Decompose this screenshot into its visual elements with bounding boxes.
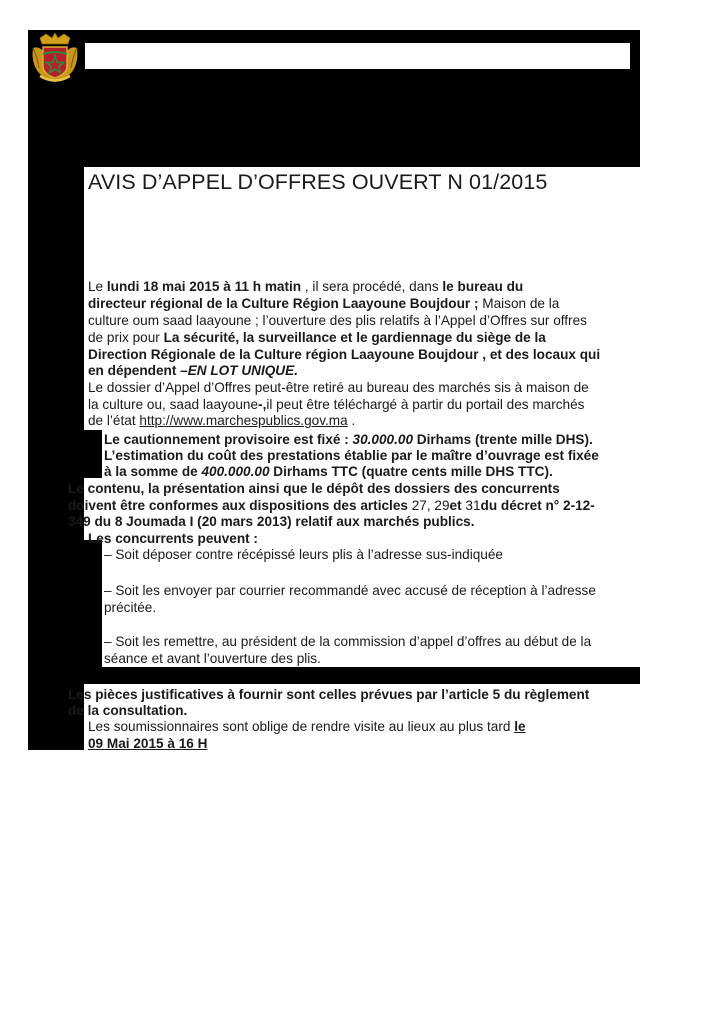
list-item: – Soit déposer contre récépissé leurs plis à l’adresse sus-indiquée: [104, 547, 503, 562]
visite-line: Les soumissionnaires sont oblige de rendre visite au lieux au plus tard le: [88, 719, 526, 734]
list-item: séance et avant l’ouverture des plis.: [104, 651, 321, 666]
pieces-line: Les pièces justificatives à fournir sont celles prévues par l’article 5 du règlement: [68, 687, 590, 702]
estimation-line: L’estimation du coût des prestations établie par le maître d’ouvrage est fixée: [104, 448, 599, 463]
left-margin-bar: [28, 167, 84, 750]
page-title: AVIS D’APPEL D’OFFRES OUVERT N 01/2015: [88, 170, 548, 194]
list-item: précitée.: [104, 600, 157, 615]
visite-date: 09 Mai 2015 à 16 H: [88, 736, 208, 751]
notice-paragraph-line: de prix pour La sécurité, la surveillance et le gardiennage du siège de la: [88, 330, 546, 345]
list-item: – Soit les envoyer par courrier recommandé avec accusé de réception à l’adresse: [104, 583, 596, 598]
notice-paragraph-line: en dépendent –EN LOT UNIQUE.: [88, 363, 298, 378]
section-divider-band: [84, 667, 640, 684]
dossier-paragraph-line: Le dossier d’Appel d’Offres peut-être retiré au bureau des marchés sis à maison de: [88, 380, 589, 395]
dossier-paragraph-line: la culture ou, saad laayoune-,il peut être téléchargé à partir du portail des marchés: [88, 397, 585, 412]
concurrents-indent-bar: [84, 540, 102, 667]
list-item: – Soit les remettre, au président de la commission d’appel d’offres au début de la: [104, 634, 592, 649]
morocco-coat-of-arms-icon: [30, 32, 80, 84]
caution-indent-bar: [84, 430, 102, 478]
contenu-line: 349 du 8 Joumada I (20 mars 2013) relatif aux marchés publics.: [68, 514, 475, 529]
notice-paragraph-line: Le lundi 18 mai 2015 à 11 h matin , il sera procédé, dans le bureau du: [88, 279, 524, 294]
header-white-box: [85, 43, 630, 69]
notice-paragraph-line: Direction Régionale de la Culture région Laayoune Boujdour , et des locaux qui: [88, 347, 601, 362]
estimation-line: à la somme de 400.000.00 Dirhams TTC (quatre cents mille DHS TTC).: [104, 464, 553, 479]
dossier-paragraph-line: de l’état http://www.marchespublics.gov.ma .: [88, 413, 356, 428]
contenu-line: doivent être conformes aux dispositions des articles 27, 29et 31du décret n° 2-12-: [68, 498, 595, 513]
notice-paragraph-line: directeur régional de la Culture Région Laayoune Boujdour ; Maison de la: [88, 296, 560, 311]
pieces-line: de la consultation.: [68, 703, 188, 718]
contenu-line: Le contenu, la présentation ainsi que le dépôt des dossiers des concurrents: [68, 481, 560, 496]
notice-paragraph-line: culture oum saad laayoune ; l’ouverture des plis relatifs à l’Appel d’Offres sur offres: [88, 313, 587, 328]
concurrents-heading: Les concurrents peuvent :: [88, 531, 258, 546]
marches-publics-link[interactable]: http://www.marchespublics.gov.ma: [139, 413, 348, 428]
caution-line: Le cautionnement provisoire est fixé : 30.000.00 Dirhams (trente mille DHS).: [104, 432, 593, 447]
